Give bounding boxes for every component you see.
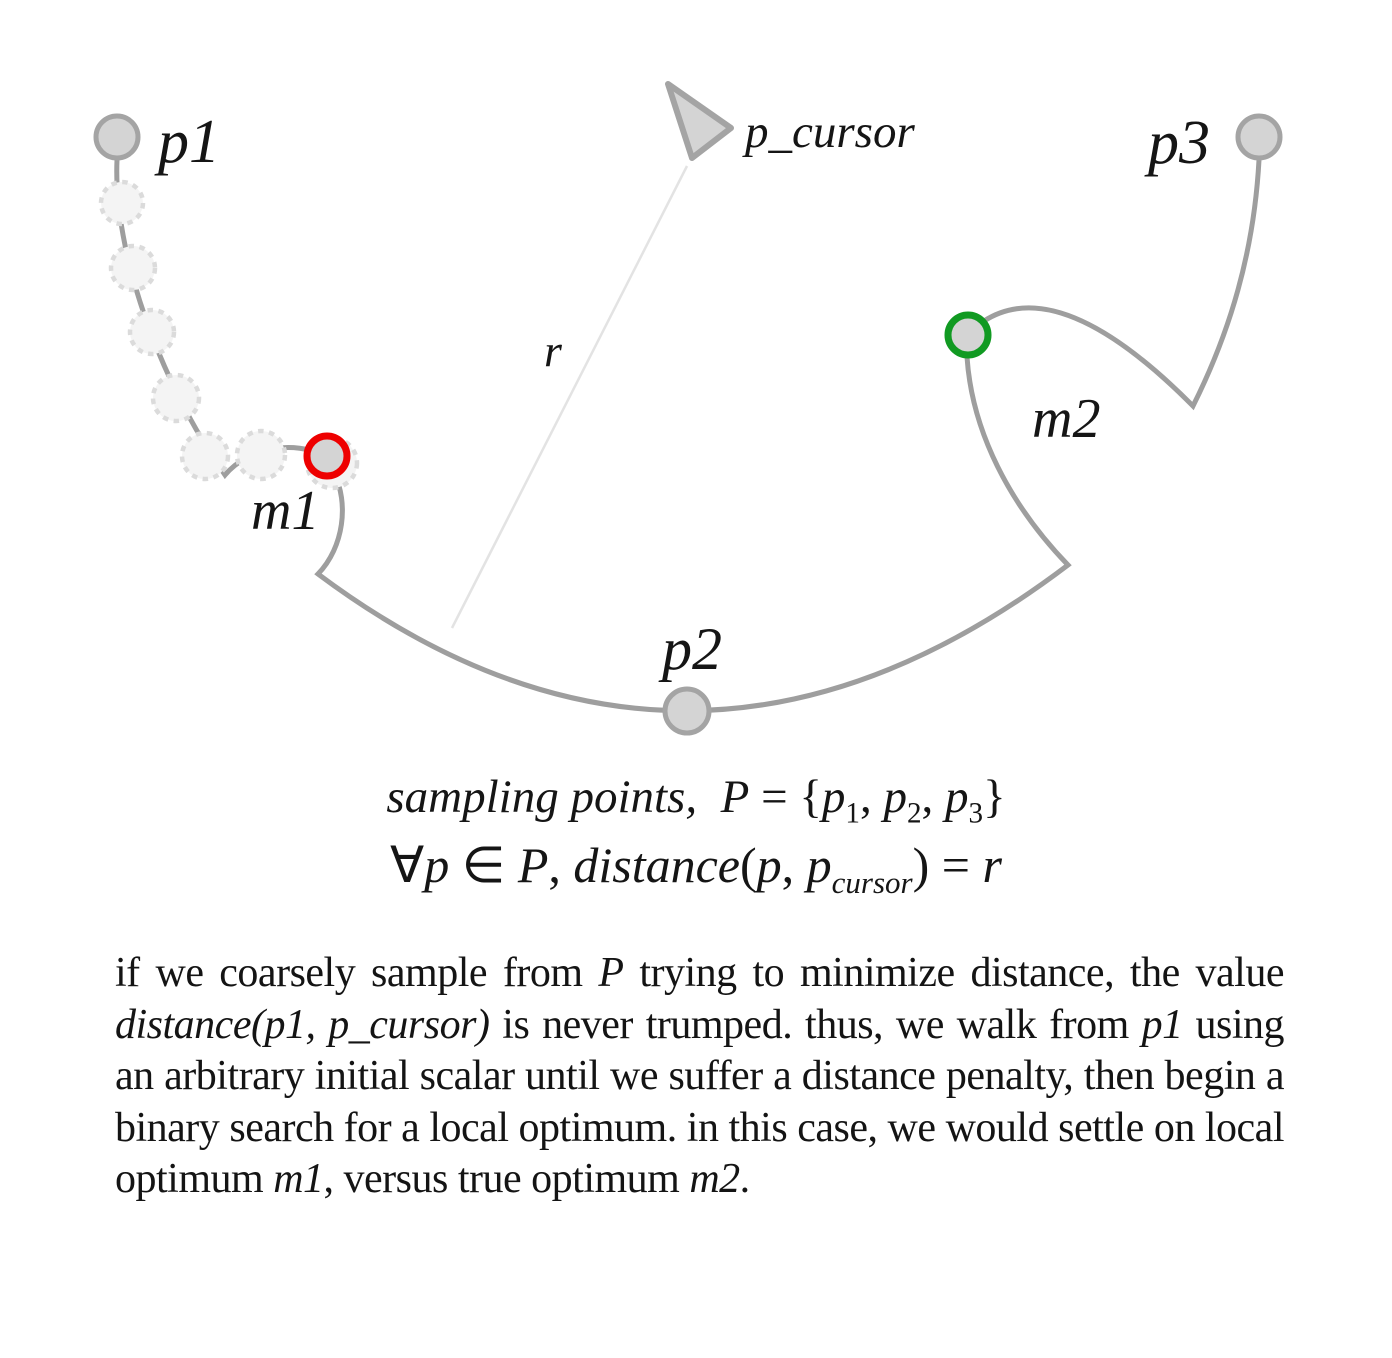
m2-label: m2 <box>1032 388 1101 450</box>
p2-label: p2 <box>662 616 722 682</box>
ghost-sample-step <box>111 246 155 290</box>
ghost-sample-step <box>153 375 199 421</box>
ghost-sample-step <box>130 310 174 354</box>
radius-label: r <box>544 325 562 376</box>
p-cursor-label: p_cursor <box>745 106 915 158</box>
p3-label: p3 <box>1148 109 1210 177</box>
node-p3 <box>1238 116 1280 158</box>
cursor-triangle-icon <box>668 84 731 158</box>
formula-sampling-points: sampling points, $P = \{p_1$, $p_2$, $p_3$} <box>386 771 1006 830</box>
node-m2-true-optimum <box>948 315 988 355</box>
formula-distance-constraint: ∀p ∈ P, distance(p, $p_{cursor}) = r$ <box>390 837 1002 900</box>
curve-m2-to-p3 <box>984 160 1259 406</box>
node-p1 <box>96 116 138 158</box>
caption-paragraph: if we coarsely sample from P trying to minimize distance, the value distance(p1, p_cursor) is never trumped. thus, we walk from p1 using an arbitrary initial scalar until we suffer a distance penalty, then begin a binary search for a local optimum. in this case, we would settle on local optimum m1, versus true optimum m2. <box>115 950 1284 1202</box>
m1-label: m1 <box>251 480 320 542</box>
p1-label: p1 <box>158 108 220 176</box>
node-p2 <box>665 689 709 733</box>
ghost-sample-step <box>237 431 285 479</box>
node-m1-local-optimum <box>307 436 347 476</box>
ghost-sample-step <box>182 433 228 479</box>
ghost-sample-step <box>101 182 143 224</box>
radius-line <box>452 166 687 628</box>
